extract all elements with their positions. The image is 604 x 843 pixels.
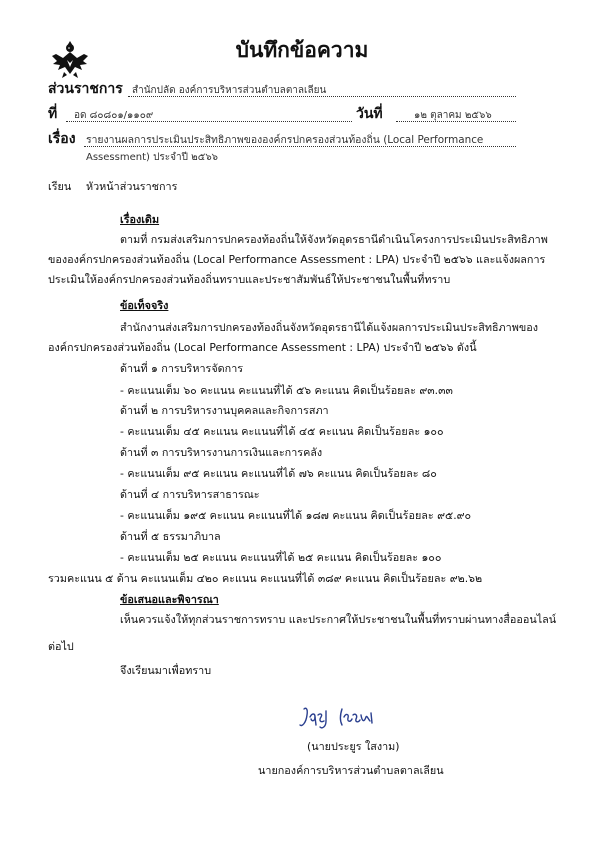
facts-line-1: สำนักงานส่งเสริมการปกครองท้องถิ่นจังหวัดอุดรธานีได้แจ้งผลการประเมินประสิทธิภาพของ [120, 321, 538, 334]
proposal-line-2: ต่อไป [48, 640, 74, 653]
background-line-2: ขององค์กรปกครองส่วนท้องถิ่น (Local Performance Assessment : LPA) ประจำปี ๒๕๖๖ และแจ้งผลการ [48, 253, 546, 266]
ref-value: อด ๘๐๘๐๑/๑๑๐๙ [74, 110, 154, 121]
facts-item-5-score: - คะแนนเต็ม ๒๕ คะแนน คะแนนที่ได้ ๒๕ คะแนน คิดเป็นร้อยละ ๑๐๐ [120, 551, 442, 564]
facts-item-1-score: - คะแนนเต็ม ๖๐ คะแนน คะแนนที่ได้ ๕๖ คะแนน คิดเป็นร้อยละ ๙๓.๓๓ [120, 384, 453, 397]
facts-item-2-title: ด้านที่ ๒ การบริหารงานบุคคลและกิจการสภา [120, 404, 329, 417]
to-label: เรียน [48, 180, 72, 193]
facts-line-2: องค์กรปกครองส่วนท้องถิ่น (Local Performance Assessment : LPA) ประจำปี ๒๕๖๖ ดังนี้ [48, 341, 477, 354]
background-heading: เรื่องเดิม [120, 213, 160, 226]
facts-total: รวมคะแนน ๕ ด้าน คะแนนเต็ม ๔๒๐ คะแนน คะแนนที่ได้ ๓๘๙ คะแนน คิดเป็นร้อยละ ๙๒.๖๒ [48, 572, 483, 585]
background-line-3: ประเมินให้องค์กรปกครองส่วนท้องถิ่นทราบและประชาสัมพันธ์ให้ประชาชนในพื้นที่ทราบ [48, 273, 451, 286]
subject-label: เรื่อง [48, 131, 76, 147]
agency-value: สำนักปลัด องค์การบริหารส่วนตำบลตาลเลียน [132, 85, 327, 96]
signatory-name: (นายประยูร ใสงาม) [307, 740, 400, 753]
facts-heading: ข้อเท็จจริง [120, 299, 169, 312]
background-line-1: ตามที่ กรมส่งเสริมการปกครองท้องถิ่นให้จังหวัดอุดรธานีดำเนินโครงการประเมินประสิทธิภาพ [120, 233, 548, 246]
facts-item-2-score: - คะแนนเต็ม ๔๕ คะแนน คะแนนที่ได้ ๔๕ คะแนน คิดเป็นร้อยละ ๑๐๐ [120, 425, 444, 438]
handwritten-signature [298, 703, 408, 737]
facts-item-3-title: ด้านที่ ๓ การบริหารงานการเงินและการคลัง [120, 446, 323, 459]
subject-line-1: รายงานผลการประเมินประสิทธิภาพขององค์กรปกครองส่วนท้องถิ่น (Local Performance [86, 134, 484, 146]
date-label: วันที่ [356, 106, 383, 122]
proposal-line-1: เห็นควรแจ้งให้ทุกส่วนราชการทราบ และประกาศให้ประชาชนในพื้นที่ทราบผ่านทางสื่อออนไลน์ [120, 613, 557, 626]
facts-item-5-title: ด้านที่ ๕ ธรรมาภิบาล [120, 530, 221, 543]
subject-line-2: Assessment) ประจำปี ๒๕๖๖ [86, 152, 219, 163]
facts-item-4-score: - คะแนนเต็ม ๑๙๕ คะแนน คะแนนที่ได้ ๑๘๗ คะแนน คิดเป็นร้อยละ ๙๕.๙๐ [120, 509, 472, 522]
facts-item-3-score: - คะแนนเต็ม ๙๕ คะแนน คะแนนที่ได้ ๗๖ คะแนน คิดเป็นร้อยละ ๘๐ [120, 467, 437, 480]
closing-text: จึงเรียนมาเพื่อทราบ [120, 664, 212, 677]
facts-item-1-title: ด้านที่ ๑ การบริหารจัดการ [120, 362, 244, 375]
signatory-position: นายกองค์การบริหารส่วนตำบลตาลเลียน [258, 764, 444, 777]
page-title: บันทึกข้อความ [235, 38, 369, 62]
proposal-heading: ข้อเสนอและพิจารณา [120, 593, 219, 606]
ref-label: ที่ [48, 106, 58, 122]
date-value: ๑๒ ตุลาคม ๒๕๖๖ [414, 110, 492, 121]
agency-label: ส่วนราชการ [48, 81, 123, 97]
to-value: หัวหน้าส่วนราชการ [86, 180, 178, 193]
facts-item-4-title: ด้านที่ ๔ การบริหารสาธารณะ [120, 488, 260, 501]
